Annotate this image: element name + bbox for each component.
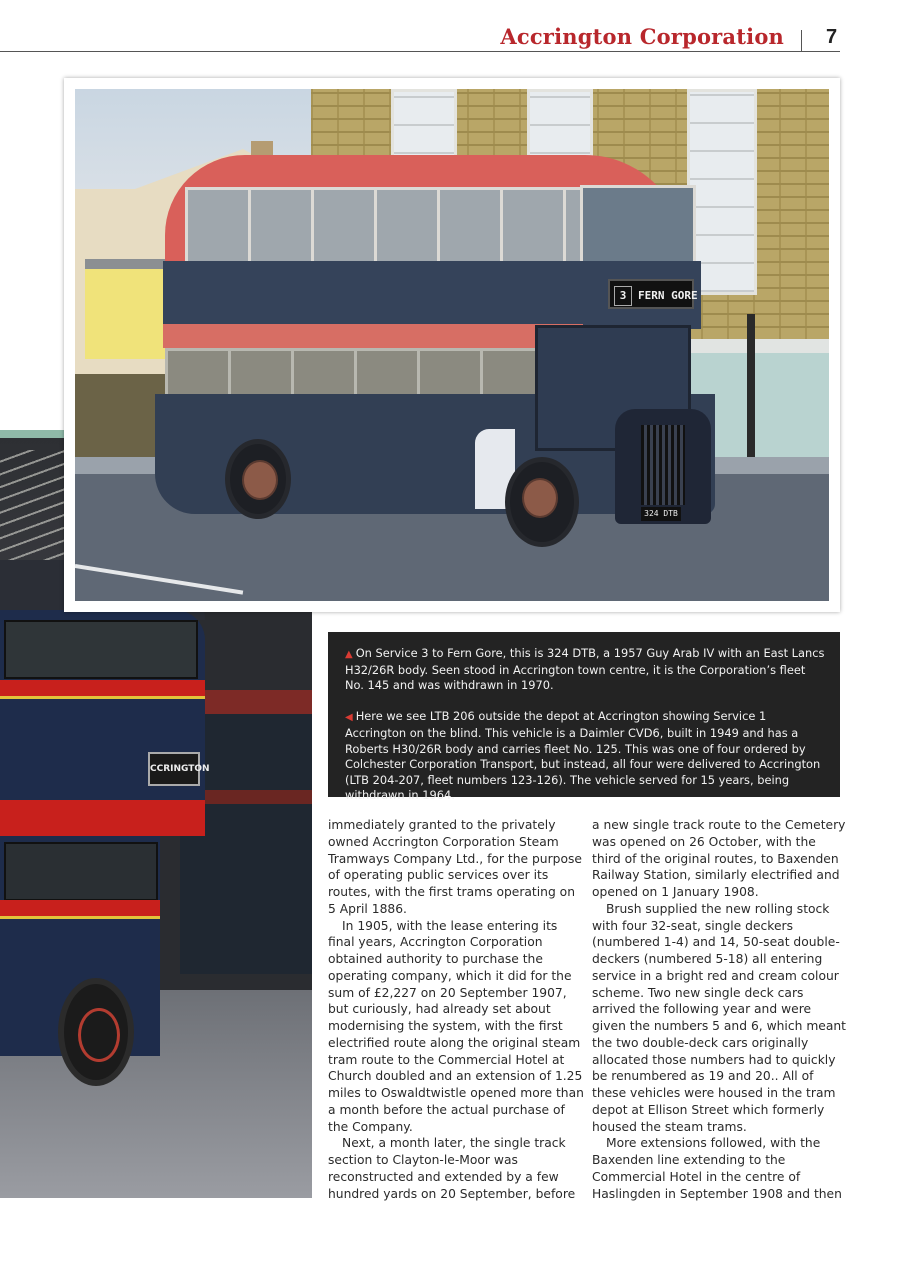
page-number: 7 [826,26,838,48]
arrow-up-icon: ▲ [345,649,353,660]
body-column-2 [592,817,848,1202]
background-bus-roof [200,690,312,714]
bus-wheel [58,978,134,1086]
caption-text: On Service 3 to Fern Gore, this is 324 DTB, a 1957 Guy Arab IV with an East Lancs H32/26R body. Seen stood in Accrington town centre, it is the Corporation’s fleet No. 145 and was withdrawn in 1970. [345,646,825,693]
bus-lower-stripe [0,900,160,919]
header-rule [0,51,840,52]
body-paragraph: Brush supplied the new rolling stock with four 32-seat, single deckers (numbered 1-4) and 14, 50-seat double-deckers (numbered 5-18) all entering service in a bright red and cream colour scheme. Two new single deck cars arrived the following year and were given the numbers 5 and 6, which meant the two double-deck cars originally allocated those numbers had to quickly be renumbered as 19 and 20.. All of these vehicles were housed in the tram depot at Ellison Street which formerly housed the steam trams. [592,901,847,1134]
bus-red-band [163,324,583,348]
body-paragraph: a new single track route to the Cemetery was opened on 26 October, with the third of the original routes, to Baxenden Railway Station, similarly electrified and opened on 1 January 1908. [592,818,846,899]
destination-blind [608,279,698,309]
body-column-1 [328,817,584,1202]
service-number: 3 [614,286,632,306]
header-separator [801,30,802,51]
bus-red-band [0,800,205,836]
fern-gore-bus-photo [75,89,829,601]
caption-box [328,632,840,803]
body-paragraph: In 1905, with the lease entering its final years, Accrington Corporation obtained authority to purchase the operating company, which it did for the sum of £2,227 on 20 September 1907, but curiously, had already set about modernising the system, with the first electrified route along the original steam tram route to the Commercial Hotel at Church doubled and an extension of 1.25 miles to Oswaldtwistle opened more than a month before the actual purchase of the Company. [328,918,584,1134]
destination-text: FERN GORE [638,289,698,302]
shop-front [85,259,165,359]
bus-rear-wheel [225,439,291,519]
arrow-left-icon: ◀ [345,712,353,724]
body-paragraph: Next, a month later, the single track section to Clayton-le-Moor was reconstructed and extended by a few hundred yards on 20 September, before [328,1136,576,1201]
bus-front-windows [580,185,696,265]
caption-main-photo [345,646,826,694]
radiator-grille [641,425,685,505]
caption-text: Here we see LTB 206 outside the depot at Accrington showing Service 1 Accrington on the blind. This vehicle is a Daimler CVD6, built in 1949 and has a Roberts H30/26R body and carries fleet No. 125. This was one of four ordered by Colchester Corporation Transport, but instead, all four were delivered to Accrington (LTB 204-207, fleet numbers 123-126). The vehicle served for 15 years, being withdrawn in 1964. [345,709,821,803]
bus-red-stripe [0,680,205,699]
registration-plate: 324 DTB [641,507,681,521]
caption-depot-photo [345,709,826,804]
bus-upper-windows [185,187,586,267]
bus-upper-windows [4,620,198,679]
destination-blind: CCRINGTON [148,752,200,786]
bus-front-wheel [505,457,579,547]
running-title: Accrington Corporation [500,24,784,49]
bus-lower-windows [4,842,158,901]
depot-shed-girders [0,450,64,570]
body-paragraph: More extensions followed, with the Baxenden line extending to the Commercial Hotel in the centre of Haslingden in September 1908 and then [592,1136,842,1201]
body-paragraph: immediately granted to the privately owned Accrington Corporation Steam Tramways Company Ltd., for the purpose of operating public services over its routes, with the first trams operating on 5 April 1886. [328,818,582,916]
